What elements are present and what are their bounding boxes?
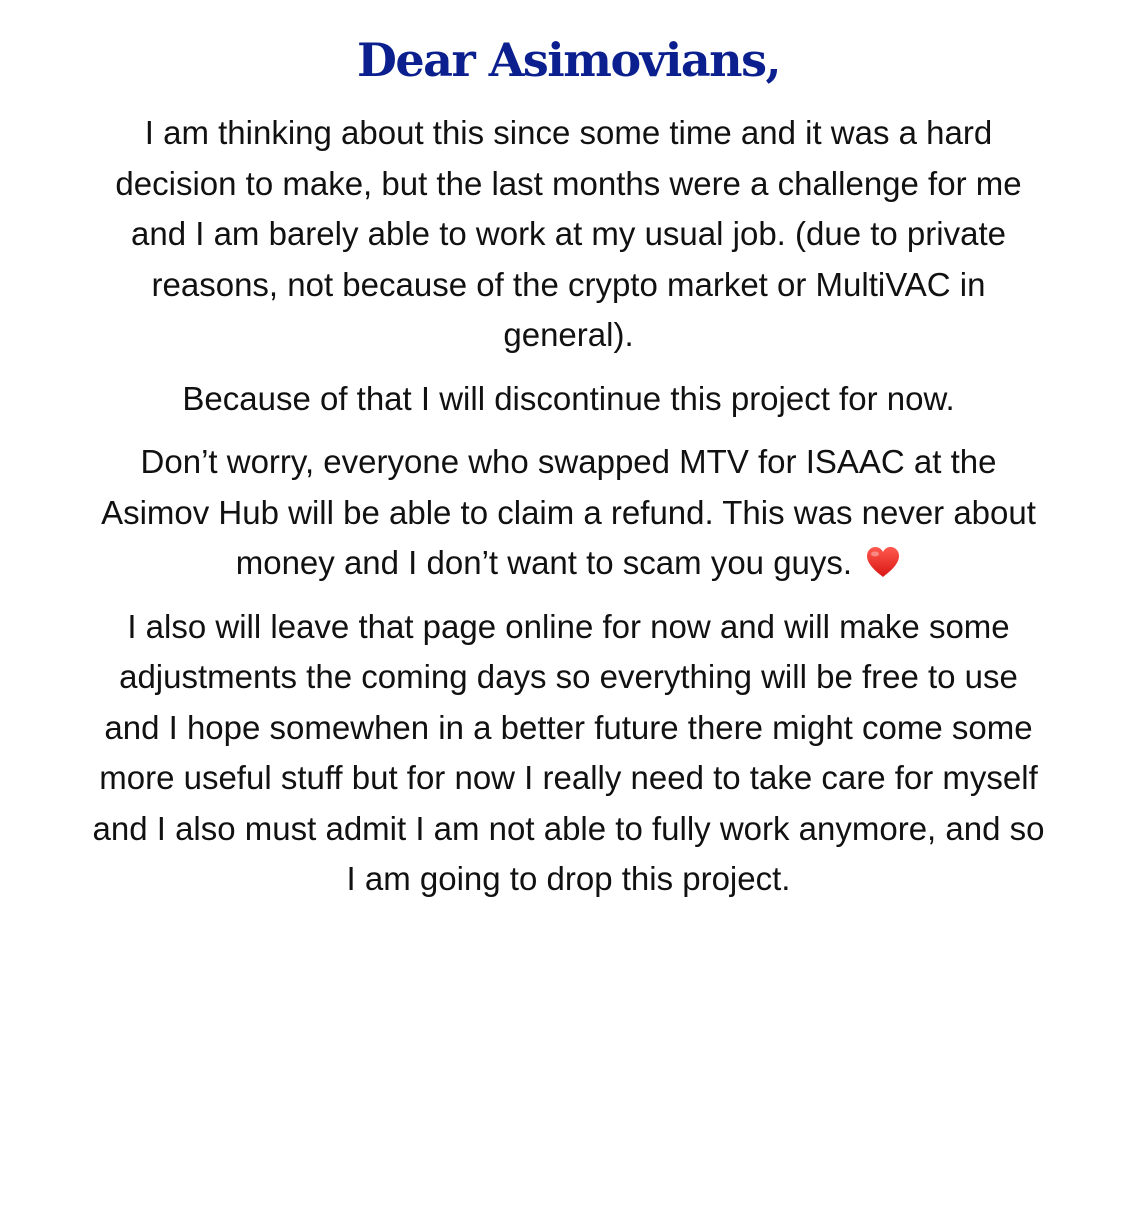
letter-greeting: Dear Asimovians, [357, 33, 780, 87]
heart-icon [865, 542, 901, 574]
letter [0, 28, 1137, 905]
letter-paragraph-2: Because of that I will discontinue this project for now. [182, 379, 955, 417]
letter-paragraph-3 [88, 437, 1049, 589]
letter-paragraph-4: I also will leave that page online for now and will make some adjustments the coming days so everything will be free to use and I hope somewhen in a better future there might come some more useful stuff but for now I really need to take care for myself and I also must admit I am not able to fully work anymore, and so I am going to drop this project. [92, 607, 1045, 897]
letter-paragraph-3-text: Don’t worry, everyone who swapped MTV for ISAAC at the Asimov Hub will be able to claim a refund. This was never about money and I don’t want to scam you guys. [101, 443, 1036, 581]
letter-paragraph-1: I am thinking about this since some time and it was a hard decision to make, but the last months were a challenge for me and I am barely able to work at my usual job. (due to private reasons, not because of the crypto market or MultiVAC in general). [115, 114, 1022, 353]
